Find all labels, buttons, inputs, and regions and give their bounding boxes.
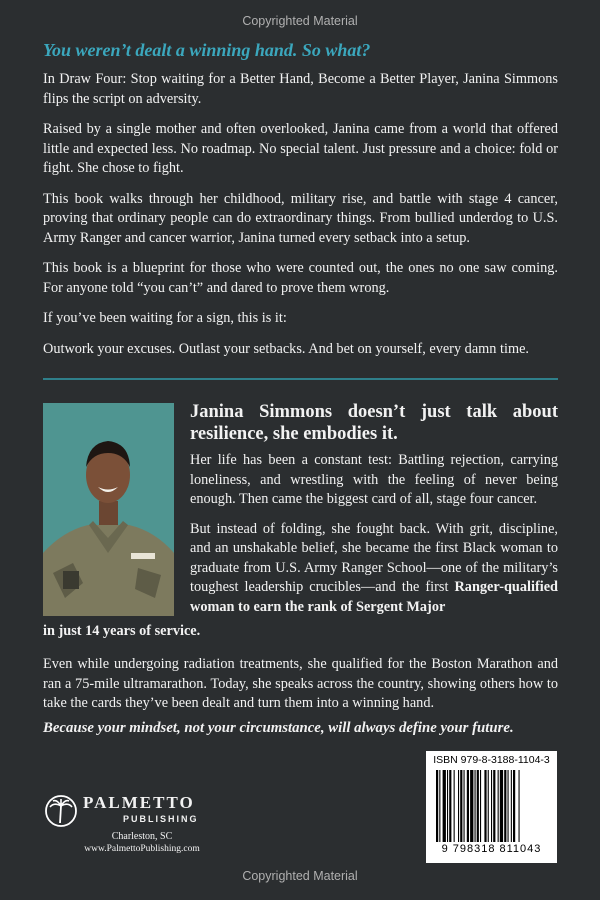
watermark-top: Copyrighted Material [242, 14, 358, 28]
publisher-name: PALMETTO [83, 793, 195, 812]
bio [190, 451, 558, 627]
blurb-paragraph: In Draw Four: Stop waiting for a Better Hand, Become a Better Player, Janina Simmons flips the script on adversity. [43, 71, 558, 107]
blurb-paragraph: If you’ve been waiting for a sign, this is it: [43, 310, 287, 326]
blurb-paragraph: This book walks through her childhood, military rise, and battle with stage 4 cancer, proving that ordinary people can do extraordinary things. From bullied underdog to U.S. Army Ranger and cancer warrior, Janina turned every setback into a setup. [43, 190, 558, 246]
blurb-paragraph: This book is a blueprint for those who were counted out, the ones no one saw coming. For anyone told “you can’t” and dared to prove them wrong. [43, 260, 558, 296]
author-photo [43, 403, 174, 616]
publisher-city: Charleston, SC [111, 831, 173, 842]
author-photo-illustration [43, 403, 174, 616]
publisher-url: www.PalmettoPublishing.com [84, 844, 200, 854]
barcode-number: 9 798318 811043 [441, 843, 542, 855]
closing-quote: Because your mindset, not your circumstance, will always define your future. [43, 720, 514, 736]
section-divider [43, 378, 558, 380]
barcode-box [426, 751, 557, 863]
headline: You weren’t dealt a winning hand. So what? [43, 40, 371, 60]
bio-paragraph-emphasis: Ranger-qualified woman to earn the rank of Sergent Major [190, 579, 558, 615]
bio-heading: Janina Simmons doesn’t just talk about resilience, she embodies it. [190, 402, 558, 444]
bio-paragraph [190, 520, 558, 618]
isbn-label: ISBN 979-8-3188-1104-3 [433, 754, 550, 766]
blurb [43, 70, 558, 370]
bio-paragraph: Her life has been a constant test: Battling rejection, carrying loneliness, and wrestling with the feeling of never being enough. Then came the biggest card of all, stage four cancer. [190, 452, 558, 507]
story [43, 655, 558, 724]
blurb-paragraph: Outwork your excuses. Outlast your setbacks. And bet on yourself, every damn time. [43, 340, 529, 357]
bio-paragraph-text: But instead of folding, she fought back. With grit, discipline, and an unshakable belief, she became the first Black woman to graduate from U.S. Army Ranger School—one of the military’s toughest leadership crucibles—and the first [190, 520, 558, 595]
bio-tail: in just 14 years of service. [43, 623, 201, 639]
watermark-bottom: Copyrighted Material [242, 869, 358, 883]
barcode-icon [434, 770, 549, 842]
palm-tree-icon [45, 794, 77, 828]
publisher-sub: PUBLISHING [123, 814, 199, 824]
story-paragraph: Even while undergoing radiation treatments, she qualified for the Boston Marathon and ran a 75-mile ultramarathon. Today, she speaks across the country, showing others how to take the cards they’ve been dealt and turn them into a winning hand. [43, 656, 558, 711]
blurb-paragraph: Raised by a single mother and often overlooked, Janina came from a world that offered little and expected less. No roadmap. No special talent. Just pressure and a choice: fold or fight. She chose to fight. [43, 121, 558, 176]
